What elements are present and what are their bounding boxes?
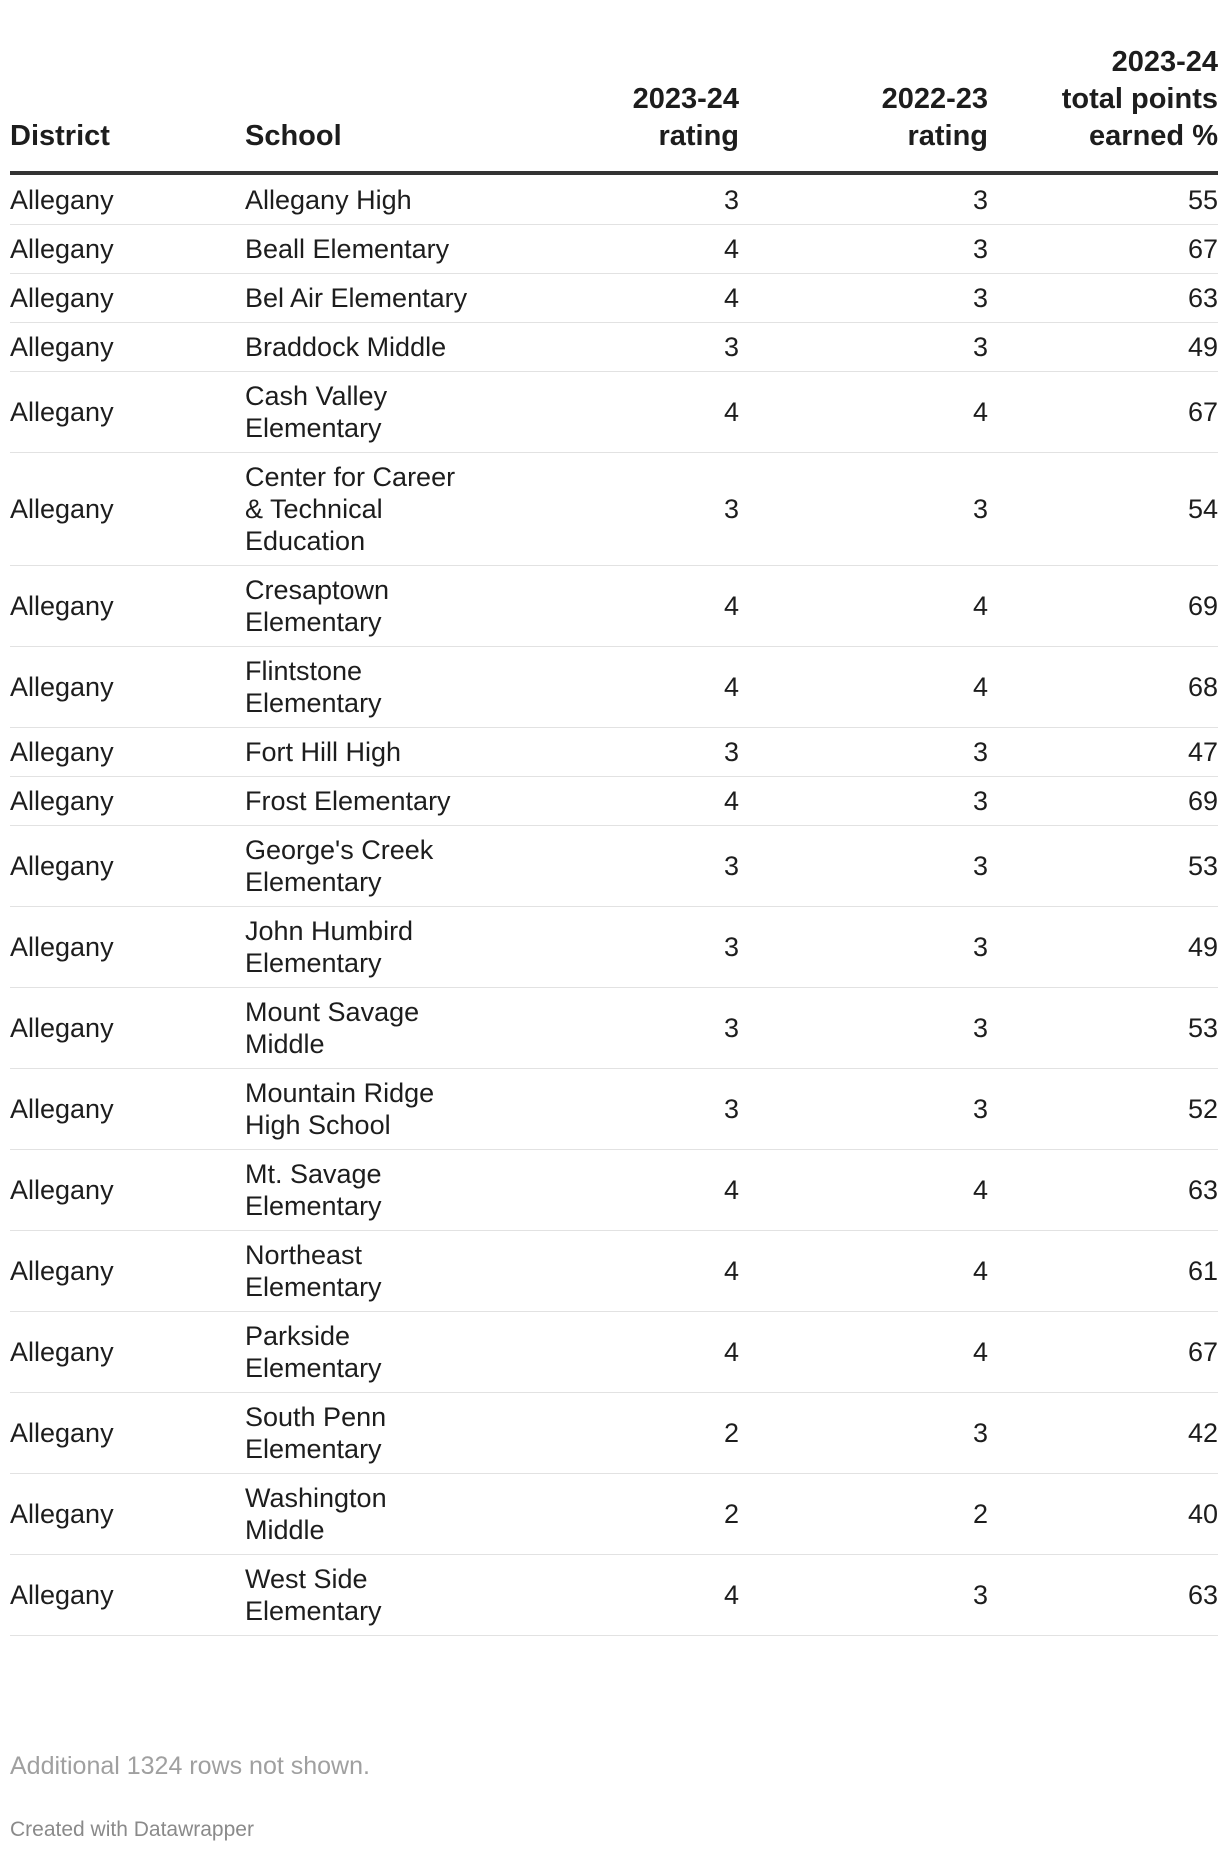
district-cell: Allegany: [10, 225, 245, 274]
school-cell: Northeast Elementary: [245, 1231, 485, 1312]
district-cell: Allegany: [10, 1069, 245, 1150]
school-cell: Washington Middle: [245, 1474, 485, 1555]
district-cell: Allegany: [10, 1393, 245, 1474]
rating-2022-23-cell: 3: [739, 1069, 988, 1150]
table-row: [10, 372, 1218, 453]
school-cell: Cash Valley Elementary: [245, 372, 485, 453]
table-row: [10, 1231, 1218, 1312]
rows-not-shown-note: Additional 1324 rows not shown.: [10, 1752, 370, 1780]
table-row: [10, 274, 1218, 323]
rating-2022-23-cell: 4: [739, 566, 988, 647]
rating-2023-24-cell: 3: [485, 826, 739, 907]
rating-2023-24-cell: 3: [485, 173, 739, 225]
table-row: [10, 1555, 1218, 1636]
district-cell: Allegany: [10, 907, 245, 988]
rating-2023-24-cell: 4: [485, 1150, 739, 1231]
district-cell: Allegany: [10, 988, 245, 1069]
rating-2023-24-cell: 4: [485, 1312, 739, 1393]
school-cell: Fort Hill High: [245, 728, 485, 777]
table-row: [10, 728, 1218, 777]
column-header-district[interactable]: District: [10, 0, 245, 173]
table-row: [10, 988, 1218, 1069]
district-cell: Allegany: [10, 777, 245, 826]
rating-2022-23-cell: 3: [739, 225, 988, 274]
column-header-school[interactable]: School: [245, 0, 485, 173]
table-row: [10, 566, 1218, 647]
points-earned-cell: 67: [988, 1312, 1218, 1393]
table-row: [10, 1069, 1218, 1150]
points-earned-cell: 47: [988, 728, 1218, 777]
rating-2023-24-cell: 3: [485, 988, 739, 1069]
rating-2023-24-cell: 4: [485, 372, 739, 453]
table-row: [10, 1150, 1218, 1231]
table-row: [10, 323, 1218, 372]
rating-2022-23-cell: 3: [739, 777, 988, 826]
points-earned-cell: 53: [988, 826, 1218, 907]
rating-2022-23-cell: 3: [739, 988, 988, 1069]
school-cell: Flintstone Elementary: [245, 647, 485, 728]
rating-2023-24-cell: 2: [485, 1393, 739, 1474]
district-cell: Allegany: [10, 826, 245, 907]
rating-2023-24-cell: 4: [485, 777, 739, 826]
district-cell: Allegany: [10, 728, 245, 777]
table-row: [10, 173, 1218, 225]
rating-2022-23-cell: 4: [739, 647, 988, 728]
points-earned-cell: 67: [988, 225, 1218, 274]
rating-2022-23-cell: 4: [739, 1231, 988, 1312]
table-row: [10, 826, 1218, 907]
rating-2023-24-cell: 2: [485, 1474, 739, 1555]
school-cell: Center for Career & Technical Education: [245, 453, 485, 566]
school-cell: Bel Air Elementary: [245, 274, 485, 323]
points-earned-cell: 53: [988, 988, 1218, 1069]
table-row: [10, 777, 1218, 826]
district-cell: Allegany: [10, 1474, 245, 1555]
rating-2022-23-cell: 3: [739, 173, 988, 225]
rating-2022-23-cell: 3: [739, 274, 988, 323]
rating-2022-23-cell: 4: [739, 1312, 988, 1393]
school-cell: Allegany High: [245, 173, 485, 225]
school-cell: Beall Elementary: [245, 225, 485, 274]
header-row: [10, 0, 1218, 173]
school-cell: John Humbird Elementary: [245, 907, 485, 988]
points-earned-cell: 69: [988, 777, 1218, 826]
school-cell: Mt. Savage Elementary: [245, 1150, 485, 1231]
table-row: [10, 225, 1218, 274]
points-earned-cell: 54: [988, 453, 1218, 566]
district-cell: Allegany: [10, 274, 245, 323]
rating-2022-23-cell: 3: [739, 907, 988, 988]
table-row: [10, 1312, 1218, 1393]
school-cell: Mountain Ridge High School: [245, 1069, 485, 1150]
points-earned-cell: 49: [988, 907, 1218, 988]
data-table: [10, 0, 1218, 1636]
rating-2022-23-cell: 4: [739, 1150, 988, 1231]
table-row: [10, 647, 1218, 728]
school-cell: Frost Elementary: [245, 777, 485, 826]
points-earned-cell: 63: [988, 1555, 1218, 1636]
school-cell: West Side Elementary: [245, 1555, 485, 1636]
table-row: [10, 907, 1218, 988]
rating-2023-24-cell: 4: [485, 566, 739, 647]
district-cell: Allegany: [10, 647, 245, 728]
table-container: [10, 0, 1218, 1636]
district-cell: Allegany: [10, 173, 245, 225]
rating-2023-24-cell: 4: [485, 647, 739, 728]
points-earned-cell: 49: [988, 323, 1218, 372]
points-earned-cell: 55: [988, 173, 1218, 225]
column-header-rating-2023-24[interactable]: 2023-24 rating: [485, 0, 739, 173]
table-row: [10, 453, 1218, 566]
school-cell: Braddock Middle: [245, 323, 485, 372]
rating-2022-23-cell: 3: [739, 323, 988, 372]
column-header-points-earned[interactable]: 2023-24 total points earned %: [988, 0, 1218, 173]
datawrapper-credit[interactable]: Created with Datawrapper: [10, 1818, 254, 1841]
rating-2022-23-cell: 3: [739, 1393, 988, 1474]
rating-2022-23-cell: 3: [739, 453, 988, 566]
table-row: [10, 1393, 1218, 1474]
school-cell: Parkside Elementary: [245, 1312, 485, 1393]
rating-2023-24-cell: 3: [485, 728, 739, 777]
district-cell: Allegany: [10, 323, 245, 372]
rating-2023-24-cell: 3: [485, 1069, 739, 1150]
district-cell: Allegany: [10, 453, 245, 566]
rating-2023-24-cell: 3: [485, 907, 739, 988]
district-cell: Allegany: [10, 372, 245, 453]
rating-2023-24-cell: 4: [485, 1231, 739, 1312]
points-earned-cell: 63: [988, 274, 1218, 323]
table-row: [10, 1474, 1218, 1555]
district-cell: Allegany: [10, 1150, 245, 1231]
rating-2023-24-cell: 4: [485, 225, 739, 274]
rating-2023-24-cell: 3: [485, 453, 739, 566]
school-cell: South Penn Elementary: [245, 1393, 485, 1474]
rating-2022-23-cell: 4: [739, 372, 988, 453]
table-body: [10, 173, 1218, 1636]
rating-2022-23-cell: 2: [739, 1474, 988, 1555]
column-header-rating-2022-23[interactable]: 2022-23 rating: [739, 0, 988, 173]
points-earned-cell: 63: [988, 1150, 1218, 1231]
district-cell: Allegany: [10, 1312, 245, 1393]
school-cell: Mount Savage Middle: [245, 988, 485, 1069]
school-cell: Cresaptown Elementary: [245, 566, 485, 647]
points-earned-cell: 68: [988, 647, 1218, 728]
district-cell: Allegany: [10, 566, 245, 647]
rating-2023-24-cell: 3: [485, 323, 739, 372]
rating-2023-24-cell: 4: [485, 274, 739, 323]
points-earned-cell: 42: [988, 1393, 1218, 1474]
points-earned-cell: 67: [988, 372, 1218, 453]
points-earned-cell: 52: [988, 1069, 1218, 1150]
points-earned-cell: 69: [988, 566, 1218, 647]
district-cell: Allegany: [10, 1231, 245, 1312]
school-cell: George's Creek Elementary: [245, 826, 485, 907]
rating-2022-23-cell: 3: [739, 1555, 988, 1636]
rating-2022-23-cell: 3: [739, 728, 988, 777]
points-earned-cell: 61: [988, 1231, 1218, 1312]
district-cell: Allegany: [10, 1555, 245, 1636]
rating-2022-23-cell: 3: [739, 826, 988, 907]
rating-2023-24-cell: 4: [485, 1555, 739, 1636]
points-earned-cell: 40: [988, 1474, 1218, 1555]
